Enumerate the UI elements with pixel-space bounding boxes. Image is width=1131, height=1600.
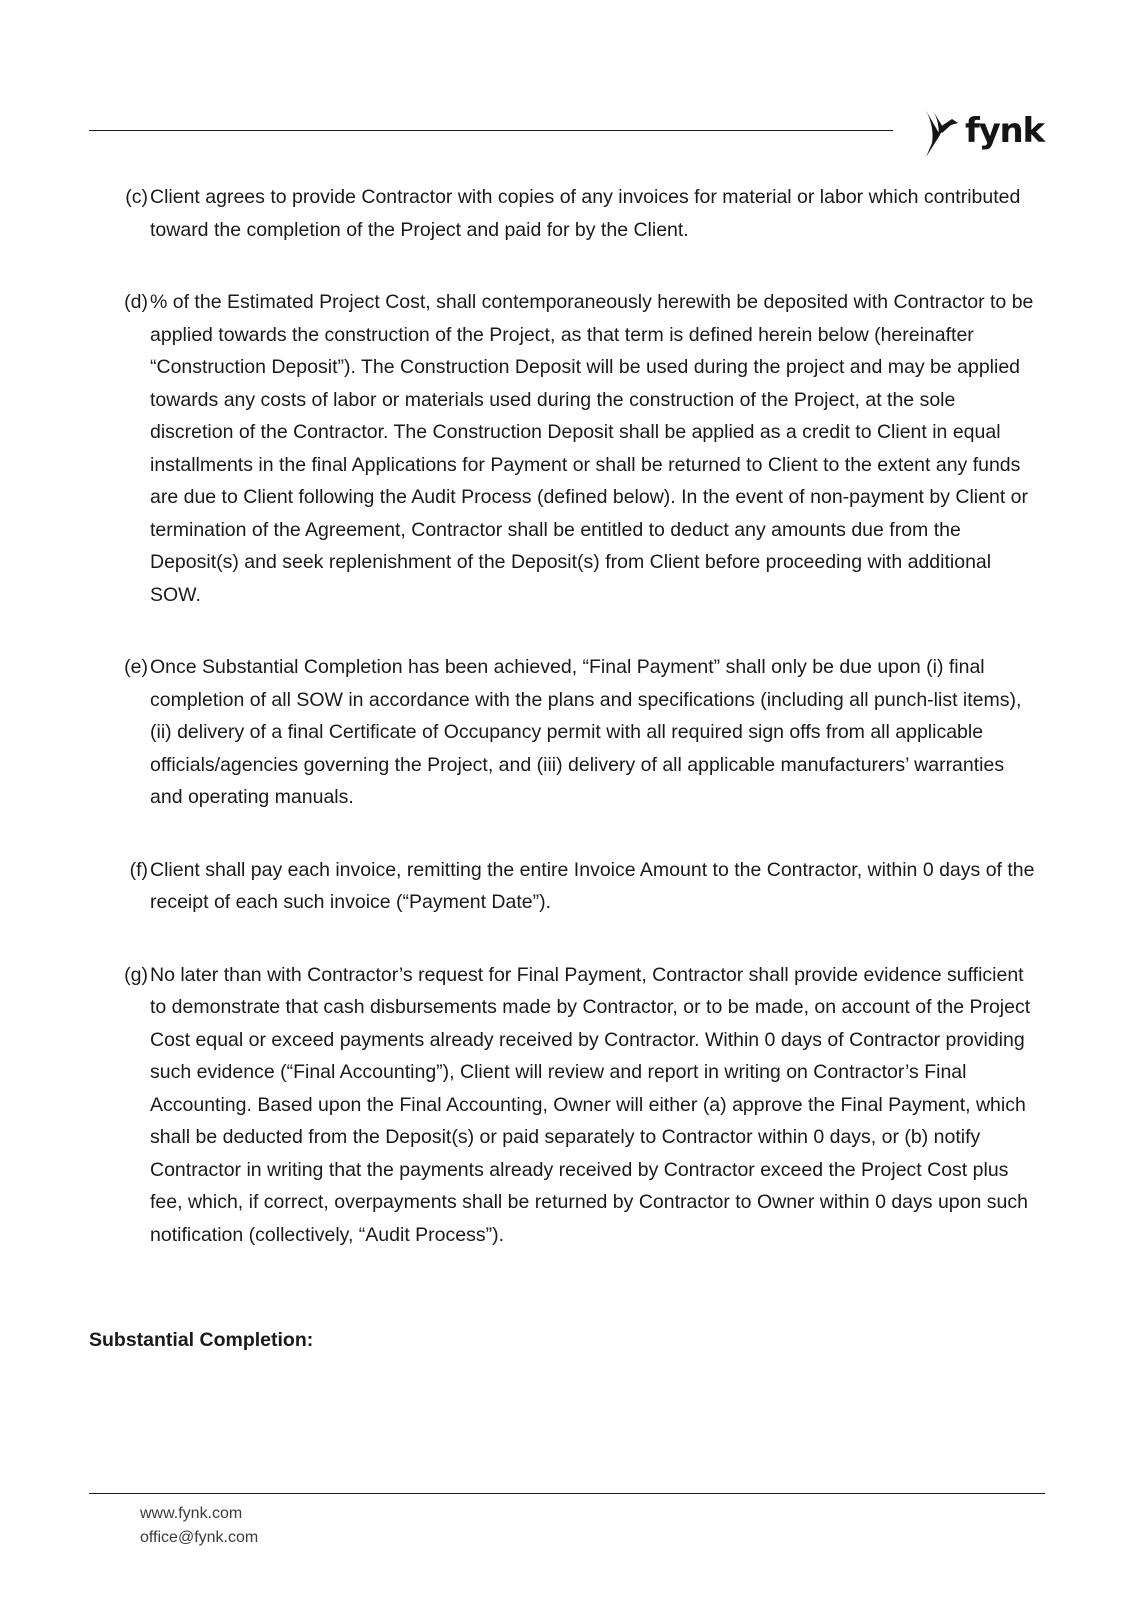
fynk-logo [918, 104, 1044, 160]
footer-contact [140, 1502, 258, 1550]
clause-f [0, 854, 1035, 919]
footer-divider [89, 1493, 1045, 1494]
footer-website: www.fynk.com [140, 1505, 243, 1522]
clause-d [0, 286, 1035, 611]
header-divider [89, 130, 893, 131]
clause-text: % of the Estimated Project Cost, shall contemporaneously herewith be deposited with Contractor to be applied towards the construction of the Project, as that term is defined herein below (hereinafter “Construction Deposit”). The Construction Deposit will be used during the project and may be applied towards any costs of labor or materials used during the construction of the Project, at the sole discretion of the Contractor. The Construction Deposit shall be applied as a credit to Client in equal installments in the final Applications for Payment or shall be returned to Client to the extent any funds are due to Client following the Audit Process (defined below). In the event of non-payment by Client or termination of the Agreement, Contractor shall be entitled to deduct any amounts due from the Deposit(s) and seek replenishment of the Deposit(s) from Client before proceeding with additional SOW. [150, 291, 1034, 606]
clause-e [0, 651, 1035, 814]
clause-text: Client agrees to provide Contractor with copies of any invoices for material or labor which contributed toward the completion of the Project and paid for by the Client. [150, 186, 1021, 241]
clause-label: (c) [125, 186, 148, 208]
logo-text: fynk [965, 111, 1044, 151]
clause-list [0, 181, 1131, 1291]
clause-label: (d) [124, 291, 148, 313]
clause-text: Once Substantial Completion has been achieved, “Final Payment” shall only be due upon (i) final completion of all SOW in accordance with the plans and specifications (including all punch-list items), (ii) delivery of a final Certificate of Occupancy permit with all required sign offs from all applicable officials/agencies governing the Project, and (iii) delivery of all applicable manufacturers’ warranties and operating manuals. [150, 656, 1022, 808]
clause-label: (g) [124, 963, 148, 986]
section-heading: Substantial Completion: [89, 1329, 314, 1351]
bird-icon [918, 105, 960, 159]
clause-g [0, 959, 1035, 1252]
footer-email: office@fynk.com [140, 1529, 259, 1546]
clause-c [0, 181, 1035, 246]
clause-text: Client shall pay each invoice, remitting the entire Invoice Amount to the Contractor, within 0 days of the receipt of each such invoice (“Payment Date”). [150, 858, 1035, 913]
clause-label: (e) [124, 656, 148, 678]
clause-label: (f) [129, 858, 148, 881]
clause-text: No later than with Contractor’s request for Final Payment, Contractor shall provide evidence sufficient to demonstrate that cash disbursements made by Contractor, or to be made, on account of the Project Cost equal or exceed payments already received by Contractor. Within 0 days of Contractor providing such evidence (“Final Accounting”), Client will review and report in writing on Contractor’s Final Accounting. Based upon the Final Accounting, Owner will either (a) approve the Final Payment, which shall be deducted from the Deposit(s) or paid separately to Contractor within 0 days, or (b) notify Contractor in writing that the payments already received by Contractor exceed the Project Cost plus fee, which, if correct, overpayments shall be returned by Contractor to Owner within 0 days upon such notification (collectively, “Audit Process”). [150, 963, 1031, 1246]
